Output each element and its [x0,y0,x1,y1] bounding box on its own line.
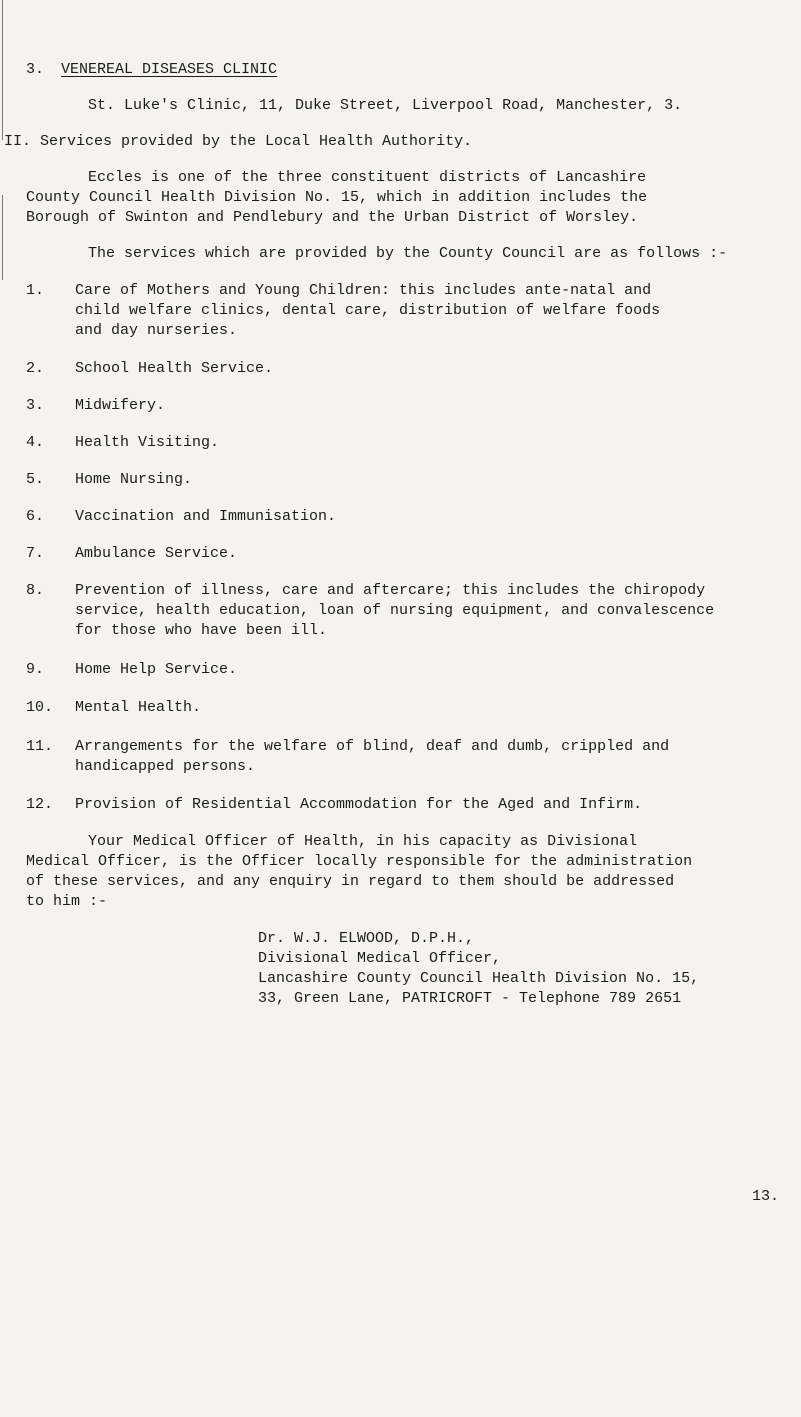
contact-line: Divisional Medical Officer, [258,950,502,967]
item-text: Prevention of illness, care and aftercare; this includes the chiropody [75,582,706,599]
intro-line: The services which are provided by the County Council are as follows :- [88,245,728,262]
item-text: Vaccination and Immunisation. [75,508,337,525]
item-number: 2. [26,360,45,377]
item-text: Care of Mothers and Young Children: this includes ante-natal and [75,282,652,299]
section-heading: VENEREAL DISEASES CLINIC [61,61,278,78]
intro-line: County Council Health Division No. 15, which in addition includes the [26,189,648,206]
item-text: School Health Service. [75,360,274,377]
item-text: Midwifery. [75,397,166,414]
item-number: 4. [26,434,45,451]
item-number: 10. [26,699,54,716]
item-text: Ambulance Service. [75,545,238,562]
contact-line: 33, Green Lane, PATRICROFT - Telephone 789 2651 [258,990,682,1007]
section-heading: Services provided by the Local Health Authority. [40,133,473,150]
item-text: service, health education, loan of nursing equipment, and convalescence [75,602,715,619]
item-text: Mental Health. [75,699,202,716]
item-text: Home Nursing. [75,471,193,488]
left-margin-rule [2,0,3,140]
item-number: 7. [26,545,45,562]
item-text: handicapped persons. [75,758,256,775]
item-number: 9. [26,661,45,678]
left-margin-rule [2,195,3,280]
item-text: Health Visiting. [75,434,220,451]
item-text: for those who have been ill. [75,622,328,639]
item-number: 6. [26,508,45,525]
item-number: 3. [26,397,45,414]
item-number: 8. [26,582,45,599]
page-number: 13. [752,1188,780,1205]
item-number: 1. [26,282,45,299]
closing-line: Medical Officer, is the Officer locally responsible for the administration [26,853,693,870]
section-number: II. [4,133,32,150]
section-number: 3. [26,61,45,78]
item-text: Provision of Residential Accommodation for the Aged and Infirm. [75,796,643,813]
intro-line: Borough of Swinton and Pendlebury and the Urban District of Worsley. [26,209,639,226]
clinic-address: St. Luke's Clinic, 11, Duke Street, Liverpool Road, Manchester, 3. [88,97,683,114]
item-text: and day nurseries. [75,322,238,339]
item-number: 12. [26,796,54,813]
contact-line: Dr. W.J. ELWOOD, D.P.H., [258,930,475,947]
item-text: Home Help Service. [75,661,238,678]
contact-line: Lancashire County Council Health Division No. 15, [258,970,700,987]
item-number: 5. [26,471,45,488]
closing-line: to him :- [26,893,108,910]
intro-line: Eccles is one of the three constituent districts of Lancashire [88,169,647,186]
item-text: child welfare clinics, dental care, distribution of welfare foods [75,302,661,319]
item-number: 11. [26,738,54,755]
closing-line: of these services, and any enquiry in regard to them should be addressed [26,873,675,890]
closing-line: Your Medical Officer of Health, in his capacity as Divisional [88,833,638,850]
item-text: Arrangements for the welfare of blind, deaf and dumb, crippled and [75,738,670,755]
